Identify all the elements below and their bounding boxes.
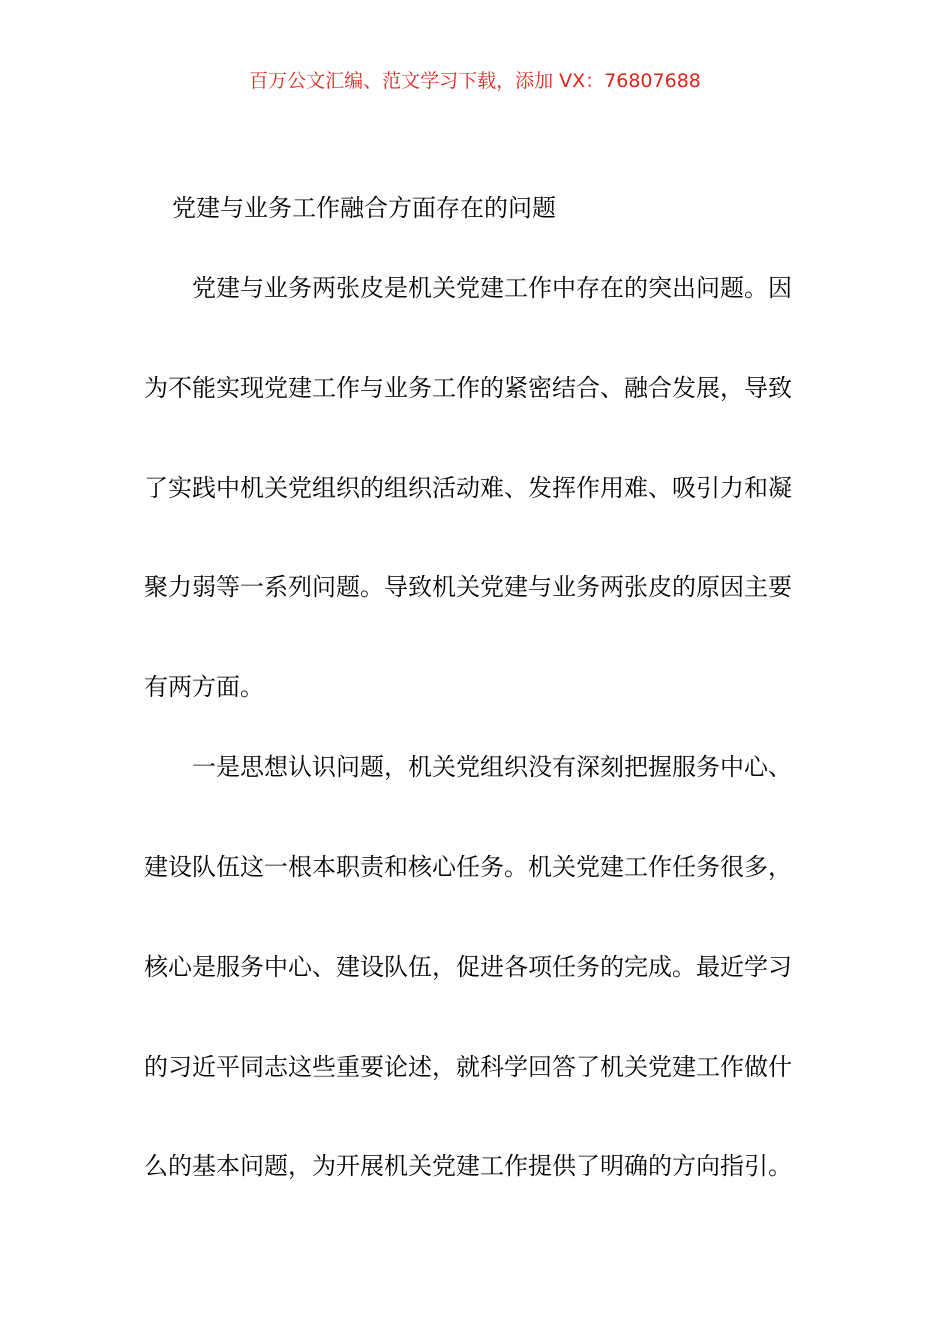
- paragraph-line: 党建与业务两张皮是机关党建工作中存在的突出问题。因: [192, 274, 792, 302]
- paragraph-line: 了实践中机关党组织的组织活动难、发挥作用难、吸引力和凝: [144, 474, 792, 502]
- paragraph-line: 么的基本问题，为开展机关党建工作提供了明确的方向指引。: [144, 1152, 792, 1180]
- paragraph-line: 有两方面。: [144, 673, 264, 701]
- header-watermark-note: 百万公文汇编、范文学习下载，添加 VX：76807688: [249, 70, 701, 92]
- paragraph-line: 核心是服务中心、建设队伍，促进各项任务的完成。最近学习: [144, 953, 792, 981]
- paragraph-line: 聚力弱等一系列问题。导致机关党建与业务两张皮的原因主要: [144, 573, 792, 601]
- document-title: 党建与业务工作融合方面存在的问题: [172, 194, 556, 222]
- paragraph-line: 建设队伍这一根本职责和核心任务。机关党建工作任务很多，: [144, 853, 792, 881]
- paragraph-line: 一是思想认识问题，机关党组织没有深刻把握服务中心、: [192, 753, 792, 781]
- paragraph-line: 的习近平同志这些重要论述，就科学回答了机关党建工作做什: [144, 1053, 792, 1081]
- paragraph-line: 为不能实现党建工作与业务工作的紧密结合、融合发展，导致: [144, 374, 792, 402]
